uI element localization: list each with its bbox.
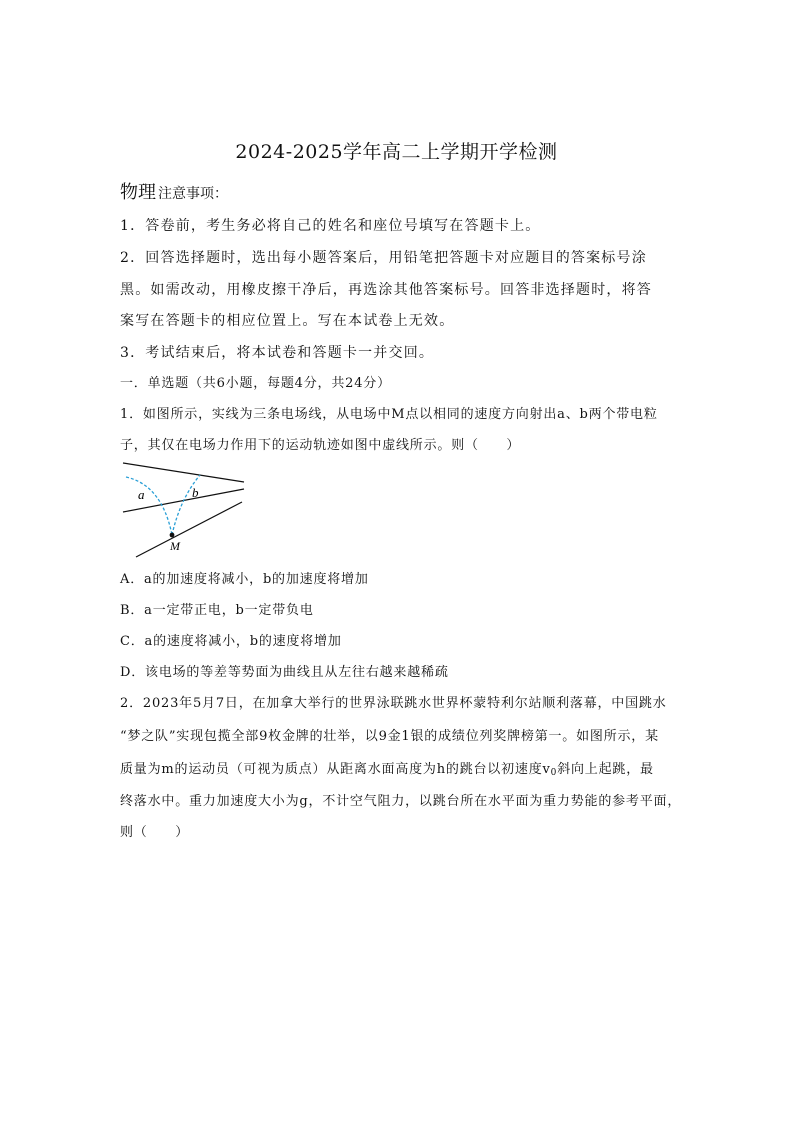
q1-option-d: D．该电场的等差等势面为曲线且从左往右越来越稀疏	[120, 665, 449, 680]
notice-1: 1．答卷前，考生务必将自己的姓名和座位号填写在答题卡上。	[120, 218, 541, 234]
q2-line2: “梦之队”实现包揽全部9枚金牌的壮举，以9金1银的成绩位列奖牌榜第一。如图所示，某	[120, 729, 659, 744]
q1-option-a: A．a的加速度将减小，b的加速度将增加	[120, 572, 369, 587]
label-M: M	[170, 539, 180, 553]
trajectory-a	[126, 477, 172, 535]
q2-line5: 则（ ）	[120, 825, 190, 840]
q1-stem-line2: 子，其仅在电场力作用下的运动轨迹如图中虚线所示。则（ ）	[120, 438, 521, 453]
field-line-1	[123, 463, 244, 482]
q2-line3-part1: 质量为m的运动员（可视为质点）从距离水面高度为h的跳台以初速度v	[120, 762, 551, 777]
section-heading: 一．单选题（共6小题，每题4分，共24分）	[120, 376, 391, 391]
notice-label: 注意事项：	[158, 186, 228, 202]
q1-electric-field-figure	[120, 459, 250, 563]
q1-option-c: C．a的速度将减小，b的速度将增加	[120, 634, 342, 649]
notice-2-line3: 案写在答题卡的相应位置上。写在本试卷上无效。	[120, 313, 455, 329]
notice-3: 3．考试结束后，将本试卷和答题卡一并交回。	[120, 345, 435, 361]
label-a: a	[138, 487, 145, 502]
q2-line4: 终落水中。重力加速度大小为g，不计空气阻力，以跳台所在水平面为重力势能的参考平面，	[120, 794, 682, 809]
notice-2-line2: 黑。如需改动，用橡皮擦干净后，再选涂其他答案标号。回答非选择题时，将答	[120, 282, 652, 298]
q1-stem-line1: 1．如图所示，实线为三条电场线，从电场中M点以相同的速度方向射出a、b两个带电粒	[120, 407, 658, 422]
label-b: b	[192, 485, 199, 500]
q2-line1: 2．2023年5月7日，在加拿大举行的世界泳联跳水世界杯蒙特利尔站顺利落幕，中国跳水	[120, 696, 667, 711]
q1-option-b: B．a一定带正电，b一定带负电	[120, 603, 314, 618]
subject-heading	[120, 178, 228, 204]
point-M	[170, 533, 175, 538]
page-title: 2024-2025学年高二上学期开学检测	[235, 141, 558, 163]
q2-line3-part2: 斜向上起跳，最	[557, 762, 654, 777]
subject-label: 物理	[120, 182, 156, 203]
notice-2-line1: 2．回答选择题时，选出每小题答案后，用铅笔把答题卡对应题目的答案标号涂	[120, 250, 647, 266]
q2-line3	[120, 760, 676, 783]
q2-v0-subscript: 0	[550, 768, 558, 778]
field-line-3	[136, 502, 242, 557]
